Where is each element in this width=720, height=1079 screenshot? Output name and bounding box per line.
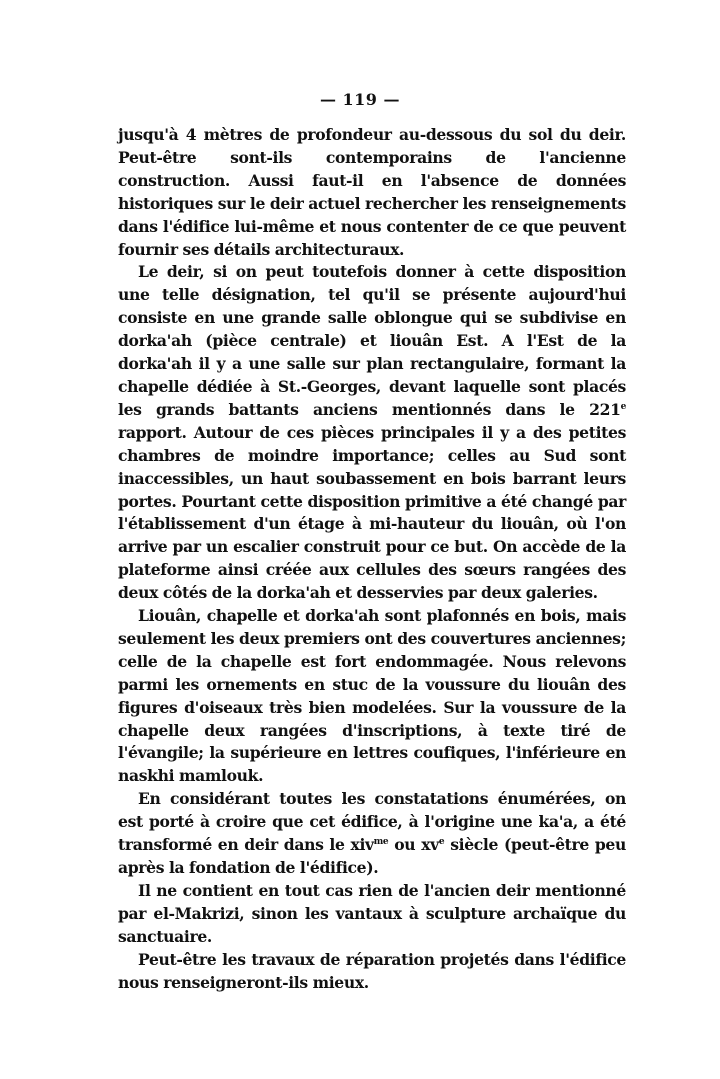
page-number: — 119 — [319,90,401,109]
paragraph-4-superscript: me [373,837,389,848]
paragraph-6 [118,949,626,995]
paragraph-4-text-continued-2: siècle (peut-être peu après la fondation de l'édifice). [118,835,626,877]
paragraph-2-text: Le deir, si on peut toutefois donner à cette disposition une telle désignation, tel qu'il se présente aujourd'hui consiste en une grande salle oblongue qui se subdivise en dorka'ah (pièce centrale) et liouân Est. A l'Est de la dorka'ah il y a une salle sur plan rectangulaire, formant la chapelle dédiée à St.-Georges, devant laquelle sont placés les grands battants anciens mentionnés dans le 221 [118,262,626,419]
paragraph-2-text-continued: rapport. Autour de ces pièces principales il y a des petites chambres de moindre importance; celles au Sud sont inaccessibles, un haut soubassement en bois barrant leurs portes. Pourtant cette disposition primitive a été changé par l'établissement d'un étage à mi-hauteur du liouân, où l'on arrive par un escalier construit pour ce but. On accède de la plateforme ainsi créée aux cellules des sœurs rangées des deux côtés de la dorka'ah et desservies par deux galeries. [118,422,626,603]
paragraph-4-text: En considérant toutes les constatations énumérées, on est porté à croire que cet édifice, à l'origine une ka'a, a été transformé en deir dans le xiv [118,789,626,855]
paragraph-1-text: jusqu'à 4 mètres de profondeur au-dessous du sol du deir. Peut-être sont-ils contemporains de l'ancienne construction. Aussi faut-il en l'absence de données historiques sur le deir actuel rechercher les renseignements dans l'édifice lui-même et nous contenter de ce que peuvent fournir ses détails architecturaux. [118,125,626,259]
body-text [118,124,626,994]
paragraph-6-text: Peut-être les travaux de réparation projetés dans l'édifice nous renseigneront-ils mieux. [118,949,626,992]
paragraph-4 [118,788,626,880]
paragraph-1 [118,124,626,261]
paragraph-4-superscript-2: e [438,837,445,848]
paragraph-3 [118,605,626,788]
paragraph-5 [118,880,626,949]
paragraph-2-superscript: e [620,401,626,412]
paragraph-4-text-continued: ou xv [388,835,439,855]
paragraph-3-text: Liouân, chapelle et dorka'ah sont plafonnés en bois, mais seulement les deux premiers ont des couvertures anciennes; celle de la chapelle est fort endommagée. Nous relevons parmi les ornements en stuc de la voussure du liouân des figures d'oiseaux très bien modelées. Sur la voussure de la chapelle deux rangées d'inscriptions, à texte tiré de l'évangile; la supérieure en lettres coufiques, l'inférieure en naskhi mamlouk. [118,606,626,786]
paragraph-2 [118,261,626,605]
paragraph-5-text: Il ne contient en tout cas rien de l'ancien deir mentionné par el-Makrizi, sinon les vantaux à sculpture archaïque du sanctuaire. [118,880,626,946]
